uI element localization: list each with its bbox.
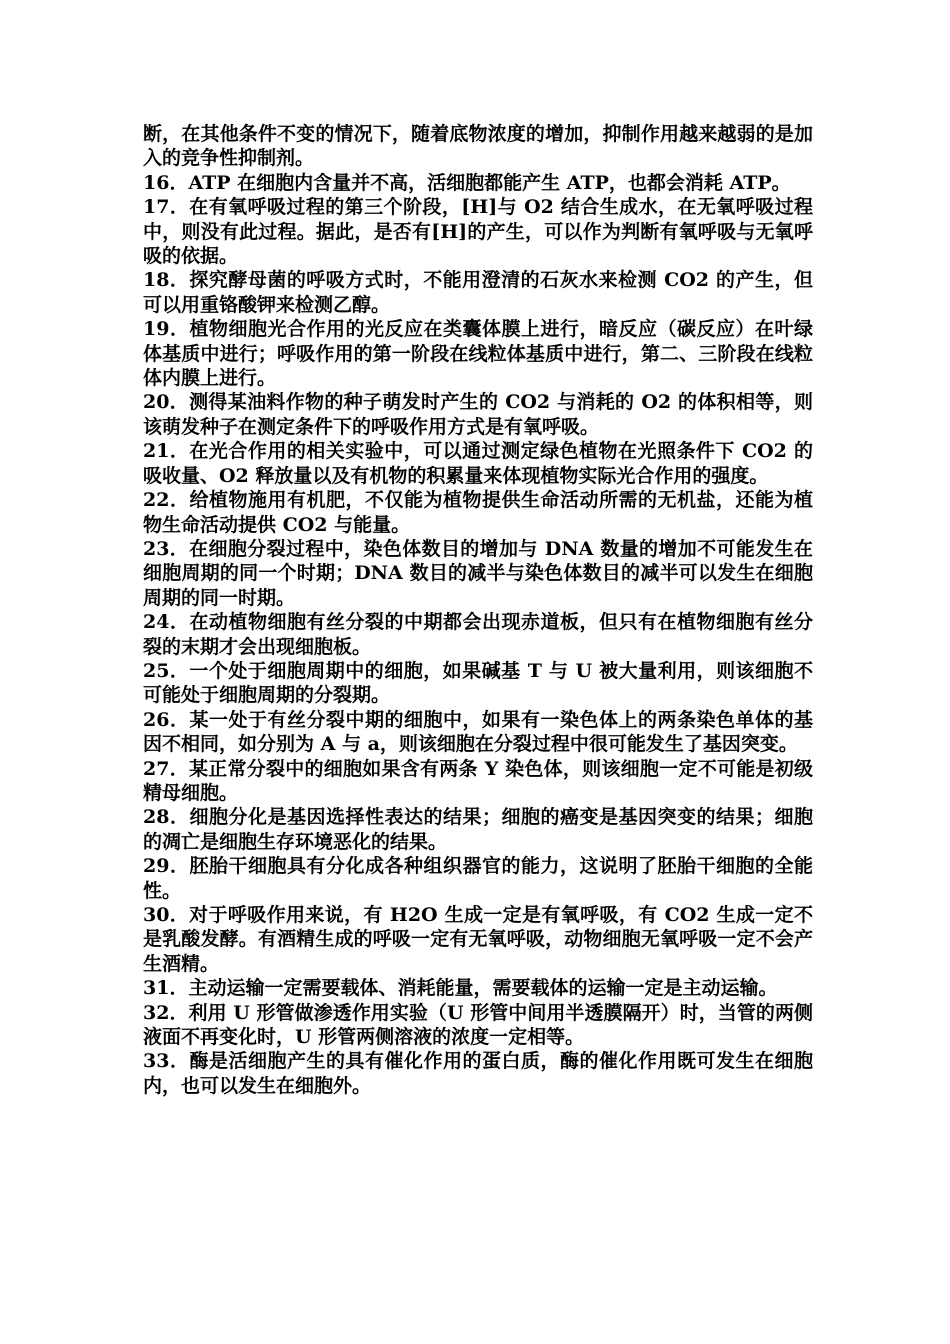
paragraph-19: 19．植物细胞光合作用的光反应在类囊体膜上进行，暗反应（碳反应）在叶绿体基质中进行；呼吸作用的第一阶段在线粒体基质中进行，第二、三阶段在线粒体内膜上进行。: [143, 318, 813, 390]
paragraph-21: 21．在光合作用的相关实验中，可以通过测定绿色植物在光照条件下 CO2 的吸收量、O2 释放量以及有机物的积累量来体现植物实际光合作用的强度。: [143, 440, 813, 487]
document-body: [143, 122, 813, 1098]
paragraph-30: 30．对于呼吸作用来说，有 H2O 生成一定是有氧呼吸，有 CO2 生成一定不是乳酸发酵。有酒精生成的呼吸一定有无氧呼吸，动物细胞无氧呼吸一定不会产生酒精。: [143, 904, 813, 975]
paragraph-18: 18．探究酵母菌的呼吸方式时，不能用澄清的石灰水来检测 CO2 的产生，但可以用重铬酸钾来检测乙醇。: [143, 269, 813, 316]
paragraph-31: 31．主动运输一定需要载体、消耗能量，需要载体的运输一定是主动运输。: [143, 977, 778, 1000]
paragraph-20: 20．测得某油料作物的种子萌发时产生的 CO2 与消耗的 O2 的体积相等，则该萌发种子在测定条件下的呼吸作用方式是有氧呼吸。: [143, 391, 813, 438]
paragraph-23: 23．在细胞分裂过程中，染色体数目的增加与 DNA 数量的增加不可能发生在细胞周期的同一个时期；DNA 数目的减半与染色体数目的减半可以发生在细胞周期的同一时期。: [143, 537, 813, 609]
paragraph-28: 28．细胞分化是基因选择性表达的结果；细胞的癌变是基因突变的结果；细胞的凋亡是细胞生存环境恶化的结果。: [143, 806, 813, 853]
paragraph-continuation: 断，在其他条件不变的情况下，随着底物浓度的增加，抑制作用越来越弱的是加入的竞争性抑制剂。: [143, 123, 813, 170]
paragraph-24: 24．在动植物细胞有丝分裂的中期都会出现赤道板，但只有在植物细胞有丝分裂的末期才会出现细胞板。: [143, 611, 813, 658]
paragraph-26: 26．某一处于有丝分裂中期的细胞中，如果有一染色体上的两条染色单体的基因不相同，如分别为 A 与 a，则该细胞在分裂过程中很可能发生了基因突变。: [143, 708, 813, 756]
paragraph-27: 27．某正常分裂中的细胞如果含有两条 Y 染色体，则该细胞一定不可能是初级精母细胞。: [143, 757, 813, 804]
paragraph-32: 32．利用 U 形管做渗透作用实验（U 形管中间用半透膜隔开）时，当管的两侧液面不再变化时，U 形管两侧溶液的浓度一定相等。: [143, 1001, 813, 1049]
paragraph-22: 22．给植物施用有机肥，不仅能为植物提供生命活动所需的无机盐，还能为植物生命活动提供 CO2 与能量。: [143, 489, 813, 536]
paragraph-25: 25．一个处于细胞周期中的细胞，如果碱基 T 与 U 被大量利用，则该细胞不可能处于细胞周期的分裂期。: [143, 659, 813, 707]
paragraph-17: 17．在有氧呼吸过程的第三个阶段，[H]与 O2 结合生成水，在无氧呼吸过程中，则没有此过程。据此，是否有[H]的产生，可以作为判断有氧呼吸与无氧呼吸的依据。: [143, 196, 813, 268]
paragraph-33: 33．酶是活细胞产生的具有催化作用的蛋白质，酶的催化作用既可发生在细胞内，也可以发生在细胞外。: [143, 1050, 813, 1097]
paragraph-29: 29．胚胎干细胞具有分化成各种组织器官的能力，这说明了胚胎干细胞的全能性。: [143, 855, 813, 902]
paragraph-16: 16．ATP 在细胞内含量并不高，活细胞都能产生 ATP，也都会消耗 ATP。: [143, 171, 791, 194]
